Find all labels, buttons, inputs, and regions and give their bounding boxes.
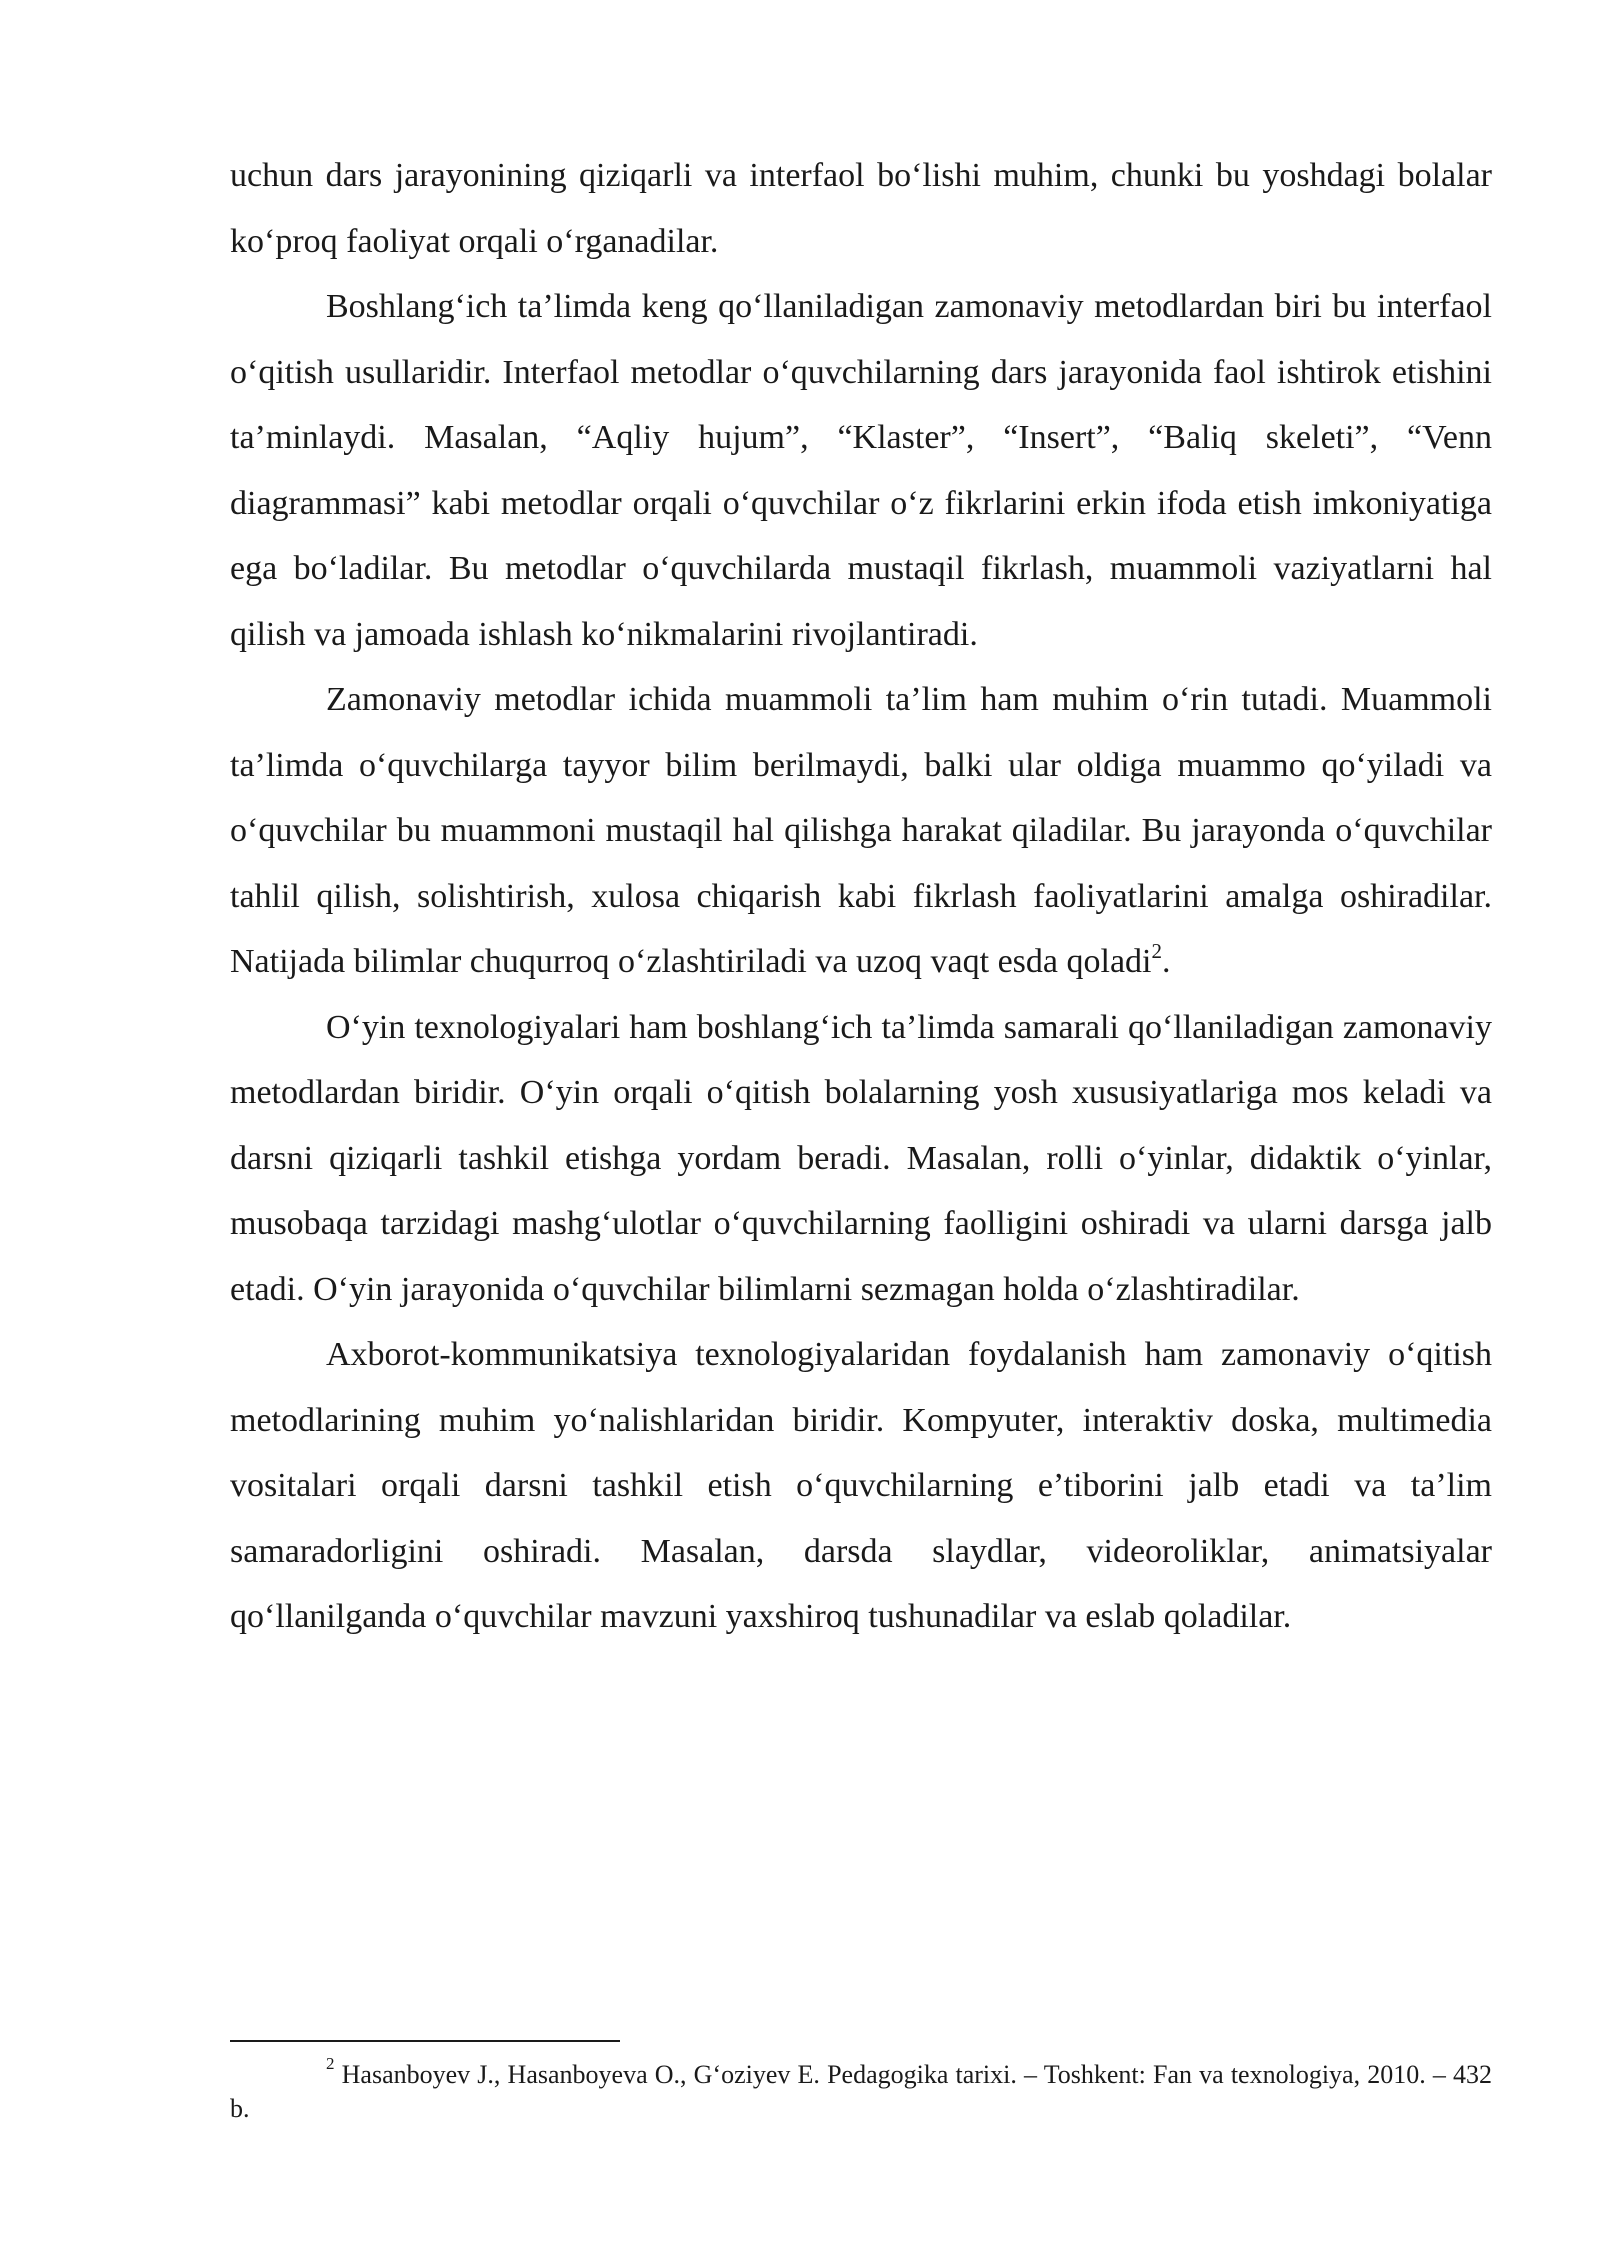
footnote-separator — [230, 2040, 620, 2042]
paragraph-4: O‘yin texnologiyalari ham boshlang‘ich ta’limda samarali qo‘llaniladigan zamonaviy metodlardan biridir. O‘yin orqali o‘qitish bolalarning yosh xususiyatlariga mos keladi va darsni qiziqarli tashkil etishga yordam beradi. Masalan, rolli o‘yinlar, didaktik o‘yinlar, musobaqa tarzidagi mashg‘ulotlar o‘quvchilarning faolligini oshiradi va ularni darsga jalb etadi. O‘yin jarayonida o‘quvchilar bilimlarni sezmagan holda o‘zlashtiradilar. — [230, 1008, 1492, 1308]
paragraph-3-end: . — [1162, 943, 1171, 980]
paragraph-1: uchun dars jarayonining qiziqarli va interfaol bo‘lishi muhim, chunki bu yoshdagi bolalar ko‘proq faoliyat orqali o‘rganadilar. — [230, 157, 1492, 260]
body-text — [230, 143, 1492, 1650]
footnote — [230, 2054, 1492, 2126]
paragraph-5: Axborot-kommunikatsiya texnologiyalaridan foydalanish ham zamonaviy o‘qitish metodlarining muhim yo‘nalishlaridan biridir. Kompyuter, interaktiv doska, multimedia vositalari orqali darsni tashkil etish o‘quvchilarning e’tiborini jalb etadi va ta’lim samaradorligini oshiradi. Masalan, darsda slaydlar, videoroliklar, animatsiyalar qo‘llanilganda o‘quvchilar mavzuni yaxshiroq tushunadilar va eslab qoladilar. — [230, 1336, 1492, 1635]
paragraph-3 — [230, 667, 1492, 995]
paragraph-3-text: Zamonaviy metodlar ichida muammoli ta’lim ham muhim o‘rin tutadi. Muammoli ta’limda o‘quvchilarga tayyor bilim berilmaydi, balki ular oldiga muammo qo‘yiladi va o‘quvchilar bu muammoni mustaqil hal qilishga harakat qiladilar. Bu jarayonda o‘quvchilar tahlil qilish, solishtirish, xulosa chiqarish kabi fikrlash faoliyatlarini amalga oshiradilar. Natijada bilimlar chuqurroq o‘zlashtiriladi va uzoq vaqt esda qoladi — [230, 681, 1492, 980]
footnote-number: 2 — [326, 2054, 335, 2074]
footnote-reference[interactable]: 2 — [1151, 938, 1162, 963]
footnote-text: Hasanboyev J., Hasanboyeva O., G‘oziyev E. Pedagogika tarixi. – Toshkent: Fan va texnologiya, 2010. – 432 b. — [230, 2060, 1492, 2123]
paragraph-2: Boshlang‘ich ta’limda keng qo‘llaniladigan zamonaviy metodlardan biri bu interfaol o‘qitish usullaridir. Interfaol metodlar o‘quvchilarning dars jarayonida faol ishtirok etishini ta’minlaydi. Masalan, “Aqliy hujum”, “Klaster”, “Insert”, “Baliq skeleti”, “Venn diagrammasi” kabi metodlar orqali o‘quvchilar o‘z fikrlarini erkin ifoda etish imkoniyatiga ega bo‘ladilar. Bu metodlar o‘quvchilarda mustaqil fikrlash, muammoli vaziyatlarni hal qilish va jamoada ishlash ko‘nikmalarini rivojlantiradi. — [230, 288, 1492, 653]
